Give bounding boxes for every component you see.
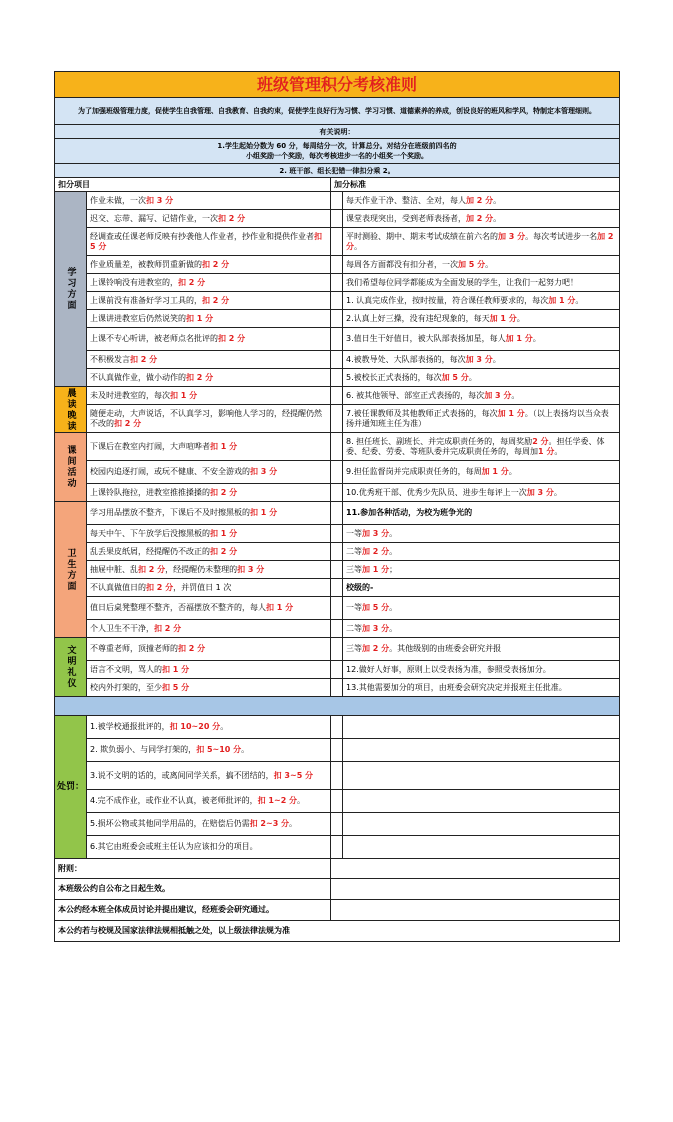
deduct-points: 扣 5 分 <box>90 231 322 251</box>
add-text: 11.参加各种活动，为校为班争光的 <box>346 508 473 517</box>
footer-1: 本班级公约自公布之日起生效。 <box>55 879 331 900</box>
column-spacer <box>331 328 343 351</box>
column-spacer <box>331 433 343 461</box>
rule-row <box>55 597 620 620</box>
column-spacer <box>331 579 343 597</box>
add-points: 加 1 分 <box>362 564 390 574</box>
deduct-item <box>87 461 331 484</box>
add-text: 二等 <box>346 623 362 633</box>
add-item <box>343 328 620 351</box>
deduct-points: 扣 1 分 <box>250 508 278 517</box>
deduct-item <box>87 369 331 387</box>
column-spacer <box>331 387 343 405</box>
deduct-points: 扣 2 分 <box>138 564 166 574</box>
add-text: 8. 担任班长、副班长、并完成职责任务的，每周奖励 <box>346 436 533 446</box>
add-text-end: 。 <box>389 603 398 612</box>
penalty-points: 扣 3~5 分 <box>273 770 314 780</box>
deduct-text: 未及时进教室的，每次 <box>90 390 170 400</box>
add-text: 2.认真上好三操，没有违纪现象的，每天 <box>346 313 490 323</box>
deduct-item <box>87 638 331 661</box>
add-text-end: 。 <box>493 213 502 223</box>
add-points: 加 3 分 <box>465 354 493 364</box>
penalty-points: 扣 5~10 分 <box>196 745 242 754</box>
deduct-item <box>87 292 331 310</box>
add-text: 3.值日生干好值日，被大队部表扬加星，每人 <box>346 334 506 343</box>
deduct-item <box>87 310 331 328</box>
column-spacer <box>331 192 343 210</box>
empty-cell <box>343 762 620 790</box>
deduct-item <box>87 387 331 405</box>
rule-row <box>55 638 620 661</box>
add-text: 二等 <box>346 546 362 556</box>
deduct-points: 扣 1 分 <box>170 390 198 400</box>
footer-row-3 <box>55 921 620 942</box>
deduct-points: 扣 2 分 <box>210 546 238 556</box>
column-spacer <box>331 502 343 525</box>
deduct-points: 扣 1 分 <box>210 528 238 538</box>
deduct-text: 上课铃队拖拉，进教室推推搡搡的 <box>90 487 210 497</box>
column-spacer <box>331 292 343 310</box>
add-points: 加 3 分 <box>484 390 512 400</box>
add-points: 加 1 分 <box>548 295 576 305</box>
add-item <box>343 543 620 561</box>
deduct-item <box>87 620 331 638</box>
deduct-text-2: ，并罚值日 1 次 <box>173 582 232 592</box>
deduct-item <box>87 433 331 461</box>
column-spacer <box>331 228 343 256</box>
add-text-end: ； <box>389 564 398 574</box>
blue-divider-row <box>55 697 620 716</box>
note-1-line-b: 小组奖励一个奖励，每次考核进步一名的小组奖一个奖励。 <box>246 152 428 160</box>
column-spacer <box>331 525 343 543</box>
add-text: 校级的- <box>346 582 374 592</box>
category-label: 学习方面 <box>65 267 76 311</box>
add-points-2: 加 2 分 <box>346 231 614 251</box>
add-points: 加 3 分 <box>498 231 526 241</box>
add-text: 5.被校长正式表扬的，每次 <box>346 372 442 382</box>
add-text-end: 。 <box>508 467 517 476</box>
add-item <box>343 597 620 620</box>
deduct-item <box>87 525 331 543</box>
rule-body <box>55 192 620 697</box>
penalty-text: 1.被学校通报批评的， <box>90 722 170 731</box>
deduct-points: 扣 2 分 <box>210 487 238 497</box>
add-text-end-2: 。 <box>354 241 362 251</box>
penalty-item <box>87 813 331 836</box>
deduct-points: 扣 2 分 <box>114 418 142 428</box>
column-spacer <box>331 679 343 697</box>
category-label: 处罚： <box>56 782 84 792</box>
add-text-end: 。 <box>532 334 541 343</box>
notes-label: 有关说明： <box>55 125 620 139</box>
column-spacer <box>331 405 343 433</box>
penalty-text: 4.完不成作业，或作业不认真，被老师批评的， <box>90 796 258 805</box>
penalty-points: 扣 10~20 分 <box>169 722 221 731</box>
add-item <box>343 310 620 328</box>
footer-row-2 <box>55 900 620 921</box>
add-item <box>343 484 620 502</box>
column-spacer <box>331 310 343 328</box>
note-1-line-a: 1.学生起始分数为 60 分，每周结分一次，计算总分。对结分在班级前四名的 <box>217 142 457 150</box>
deduct-text: 乱丢果皮纸屑，经提醒仍不改正的 <box>90 546 210 556</box>
rule-row <box>55 561 620 579</box>
deduct-points: 扣 1 分 <box>162 664 190 674</box>
rule-row <box>55 502 620 525</box>
penalty-text: 2. 欺负弱小、与同学打架的， <box>90 745 197 754</box>
rule-row <box>55 461 620 484</box>
add-points: 加 1 分 <box>505 334 533 343</box>
column-spacer <box>331 790 343 813</box>
deduct-text: 不认真做值日的 <box>90 582 146 592</box>
add-item <box>343 638 620 661</box>
penalty-item <box>87 716 331 739</box>
note-2: 2. 班干部、组长犯错一律扣分乘 2。 <box>55 164 620 178</box>
add-points: 加 2 分 <box>362 644 390 653</box>
add-text: 三等 <box>346 644 362 653</box>
deduct-text: 迟交、忘带、漏写、记错作业，一次 <box>90 213 218 223</box>
add-item <box>343 192 620 210</box>
add-item <box>343 210 620 228</box>
penalty-body <box>55 716 620 859</box>
add-text: 1. 认真完成作业，按时按量，符合课任教师要求的，每次 <box>346 295 549 305</box>
add-item <box>343 256 620 274</box>
penalty-item <box>87 836 331 859</box>
add-text-end: 。 <box>575 295 584 305</box>
deduct-points: 扣 2 分 <box>178 644 206 653</box>
rule-row <box>55 433 620 461</box>
penalty-item <box>87 790 331 813</box>
rule-row <box>55 369 620 387</box>
deduct-points: 扣 5 分 <box>162 682 190 692</box>
rule-row <box>55 192 620 210</box>
rule-row <box>55 620 620 638</box>
add-points: 加 3 分 <box>362 623 390 633</box>
add-points: 2 分 <box>532 436 549 446</box>
deduct-item <box>87 679 331 697</box>
add-text-end: 。 <box>553 487 562 497</box>
deduct-text: 校内外打架的，至少 <box>90 682 162 692</box>
add-text-end: 。 <box>389 528 398 538</box>
rule-row <box>55 210 620 228</box>
penalty-row <box>55 716 620 739</box>
category-clean <box>55 502 87 638</box>
deduct-text: 学习用品摆放不整齐，下课后不及时擦黑板的 <box>90 508 250 517</box>
deduct-text: 值日后桌凳整理不整齐，否福摆放不整齐的，每人 <box>90 603 266 612</box>
deduct-item <box>87 661 331 679</box>
add-item <box>343 351 620 369</box>
note-1 <box>55 139 620 164</box>
deduct-points: 扣 1 分 <box>266 603 294 612</box>
appendix-row <box>55 859 620 879</box>
deduct-item <box>87 484 331 502</box>
deduct-points: 扣 1 分 <box>210 441 238 451</box>
deduct-text: 每天中午、下午放学后没擦黑板的 <box>90 528 210 538</box>
rule-row <box>55 351 620 369</box>
add-points: 加 1 分 <box>489 313 517 323</box>
rule-row <box>55 274 620 292</box>
rule-row <box>55 405 620 433</box>
footer-3: 本公约若与校规及国家法律法规相抵触之处，以上级法律法规为准 <box>55 921 620 942</box>
deduct-points: 扣 2 分 <box>154 623 182 633</box>
add-item <box>343 561 620 579</box>
add-text: 一等 <box>346 528 362 538</box>
header-add: 加分标准 <box>331 178 620 192</box>
add-item <box>343 433 620 461</box>
add-text: 4.被教导处、大队部表扬的，每次 <box>346 354 466 364</box>
deduct-item <box>87 210 331 228</box>
add-text: 12.做好人好事，原则上以受表扬为准，参照受表扬加分。 <box>346 664 551 674</box>
add-points: 加 1 分 <box>481 467 509 476</box>
add-points: 加 2 分 <box>466 213 494 223</box>
penalty-points: 扣 2~3 分 <box>249 819 290 828</box>
add-item <box>343 228 620 256</box>
deduct-text: 校园内追逐打闹，或玩不健康、不安全游戏的 <box>90 467 250 476</box>
rule-row <box>55 228 620 256</box>
add-text: 6. 被其他领导、部室正式表扬的，每次 <box>346 390 485 400</box>
add-text-end: 。 <box>389 546 398 556</box>
category-label: 晨读晚读 <box>65 387 76 432</box>
column-spacer <box>331 543 343 561</box>
add-text-end-2: 。 <box>554 446 563 456</box>
rule-row <box>55 310 620 328</box>
category-label: 文明礼仪 <box>65 645 76 689</box>
add-item <box>343 274 620 292</box>
deduct-points: 扣 2 分 <box>218 213 246 223</box>
rule-row <box>55 525 620 543</box>
penalty-text: 5.损坏公物或其他同学用品的，在赔偿后仍需 <box>90 819 250 828</box>
intro-text: 为了加强班级管理力度，促使学生自我管理、自我教育、自我约束，促使学生良好行为习惯、学习习惯、道德素养的养成，创设良好的班风和学风，特制定本管理细则。 <box>55 98 620 125</box>
add-points: 加 1 分 <box>497 408 525 418</box>
deduct-points: 扣 1 分 <box>186 313 214 323</box>
column-spacer <box>331 661 343 679</box>
add-text-end: 。 <box>485 259 494 269</box>
rule-row <box>55 292 620 310</box>
empty-cell <box>343 836 620 859</box>
rule-row <box>55 661 620 679</box>
deduct-text: 语言不文明，骂人的 <box>90 664 162 674</box>
add-item <box>343 369 620 387</box>
empty-cell <box>343 790 620 813</box>
deduct-text: 上课不专心听讲，被老师点名批评的 <box>90 334 218 343</box>
column-spacer <box>331 638 343 661</box>
deduct-text: 不认真做作业，做小动作的 <box>90 372 186 382</box>
rule-row <box>55 579 620 597</box>
column-spacer <box>331 369 343 387</box>
column-spacer <box>331 274 343 292</box>
sheet-title: 班级管理积分考核准则 <box>55 72 620 98</box>
category-break <box>55 433 87 502</box>
deduct-points: 扣 3 分 <box>146 195 174 205</box>
add-text-end: 。每次考试进步一名 <box>525 231 598 241</box>
add-points: 加 5 分 <box>441 372 469 382</box>
add-text-end: 。 <box>516 313 525 323</box>
deduct-item <box>87 192 331 210</box>
add-points: 加 5 分 <box>362 603 390 612</box>
deduct-text: 抽屉中脏、乱 <box>90 564 138 574</box>
column-spacer <box>331 597 343 620</box>
penalty-row <box>55 739 620 762</box>
rule-row <box>55 679 620 697</box>
category-label: 卫生方面 <box>65 547 76 592</box>
add-text: 每天作业干净、整洁、全对，每人 <box>346 195 466 205</box>
column-spacer <box>331 620 343 638</box>
deduct-text: 作业未做，一次 <box>90 195 146 205</box>
add-text: 一等 <box>346 603 362 612</box>
deduct-item <box>87 543 331 561</box>
deduct-text: 上课讲进教室后仍然说笑的 <box>90 313 186 323</box>
rule-row <box>55 484 620 502</box>
add-item <box>343 502 620 525</box>
deduct-item <box>87 561 331 579</box>
add-points-2: 1 分 <box>538 446 555 456</box>
penalty-row <box>55 790 620 813</box>
empty-cell <box>343 739 620 762</box>
column-spacer <box>331 836 343 859</box>
add-item <box>343 661 620 679</box>
add-item <box>343 292 620 310</box>
add-item <box>343 620 620 638</box>
rule-row <box>55 328 620 351</box>
appendix-label: 附则： <box>55 859 331 879</box>
deduct-text-2: ，经提醒仍未整理的 <box>165 564 238 574</box>
deduct-text: 个人卫生不干净， <box>90 623 154 633</box>
penalty-text-end: 。 <box>241 745 250 754</box>
deduct-text: 上课前没有准备好学习工具的， <box>90 295 202 305</box>
deduct-points: 扣 2 分 <box>178 277 206 287</box>
penalty-text-end: 。 <box>297 796 306 805</box>
add-text: 9.担任监督岗并完成职责任务的，每周 <box>346 467 482 476</box>
penalty-row <box>55 836 620 859</box>
deduct-item <box>87 256 331 274</box>
deduct-text: 作业质量差，被教师罚重新做的 <box>90 259 202 269</box>
add-text-end: 。其他级别的由班委会研究并报 <box>389 644 502 653</box>
category-manners <box>55 638 87 697</box>
add-item <box>343 387 620 405</box>
column-spacer <box>331 256 343 274</box>
add-text: 三等 <box>346 564 362 574</box>
deduct-text: 经调查或任课老师反映有抄袭他人作业者，抄作业和提供作业者 <box>90 231 314 241</box>
column-spacer <box>331 351 343 369</box>
add-text: 课堂表现突出，受到老师表扬者， <box>346 213 466 223</box>
footer-row-1 <box>55 879 620 900</box>
deduct-item <box>87 274 331 292</box>
column-spacer <box>331 813 343 836</box>
deduct-item <box>87 502 331 525</box>
column-spacer <box>331 210 343 228</box>
add-text-end: 。担任学委、体委、纪委、劳委、等班队委并完成职责任务的，每周加 <box>346 436 605 456</box>
penalty-text-end: 。 <box>289 819 298 828</box>
deduct-points-2: 扣 3 分 <box>237 564 265 574</box>
add-text: 13.其他需要加分的项目，由班委会研究决定并报班主任批准。 <box>346 682 567 692</box>
penalty-item <box>87 739 331 762</box>
add-text: 7.被任课教师及其他教师正式表扬的，每次 <box>346 408 498 418</box>
add-text: 我们希望每位同学都能成为全面发展的学生，让我们一起努力吧！ <box>346 277 578 287</box>
category-morning <box>55 387 87 433</box>
add-item <box>343 405 620 433</box>
deduct-text: 不积极发言 <box>90 354 130 364</box>
rule-row <box>55 256 620 274</box>
deduct-item <box>87 597 331 620</box>
rule-row <box>55 543 620 561</box>
deduct-points: 扣 2 分 <box>202 295 230 305</box>
deduct-item <box>87 579 331 597</box>
deduct-points: 扣 2 分 <box>186 372 214 382</box>
column-spacer <box>331 716 343 739</box>
penalty-row <box>55 813 620 836</box>
add-text-end: 。 <box>493 195 502 205</box>
category-label: 课间活动 <box>65 445 76 489</box>
penalty-text: 3.说不文明的话的，或离间同学关系，搞不团结的， <box>90 770 274 780</box>
add-item <box>343 525 620 543</box>
footer-2: 本公约经本班全体成员讨论并提出建议，经班委会研究通过。 <box>55 900 331 921</box>
add-text-end: 。（以上表扬均以当众表扬并通知班主任为准） <box>346 408 609 428</box>
rules-sheet <box>54 71 620 942</box>
add-item <box>343 461 620 484</box>
column-spacer <box>331 461 343 484</box>
deduct-text: 不尊重老师，顶撞老师的 <box>90 644 178 653</box>
column-spacer <box>331 484 343 502</box>
empty-cell <box>343 813 620 836</box>
deduct-item <box>87 351 331 369</box>
add-text-end: 。 <box>511 390 520 400</box>
column-spacer <box>331 762 343 790</box>
penalty-points: 扣 1~2 分 <box>257 796 298 805</box>
header-deduct: 扣分项目 <box>55 178 331 192</box>
add-text-end: 。 <box>389 623 398 633</box>
deduct-points: 扣 2 分 <box>218 334 246 343</box>
add-text-end: 。 <box>468 372 477 382</box>
penalty-text: 6.其它由班委会或班主任认为应该扣分的项目。 <box>90 842 258 851</box>
deduct-points: 扣 3 分 <box>250 467 278 476</box>
add-points: 加 2 分 <box>466 195 494 205</box>
category-study <box>55 192 87 387</box>
penalty-row <box>55 762 620 790</box>
add-points: 加 3 分 <box>526 487 554 497</box>
column-spacer <box>331 561 343 579</box>
add-text: 平时测验、期中、期末考试成绩在前六名的 <box>346 231 498 241</box>
penalty-item <box>87 762 331 790</box>
deduct-item <box>87 405 331 433</box>
deduct-points: 扣 2 分 <box>202 259 230 269</box>
column-spacer <box>331 739 343 762</box>
add-points: 加 2 分 <box>362 546 390 556</box>
add-item <box>343 579 620 597</box>
add-points: 加 3 分 <box>362 528 390 538</box>
penalty-text-end: 。 <box>220 722 229 731</box>
add-item <box>343 679 620 697</box>
add-text: 每周各方面都没有扣分者，一次 <box>346 259 458 269</box>
category-penalty <box>55 716 87 859</box>
deduct-item <box>87 328 331 351</box>
add-points: 加 5 分 <box>458 259 486 269</box>
deduct-text: 下课后在教室内打闹，大声喧哗者 <box>90 441 210 451</box>
deduct-text: 上课铃响没有进教室的， <box>90 277 178 287</box>
add-text: 10.优秀班干部、优秀少先队员、进步生每评上一次 <box>346 487 527 497</box>
deduct-points: 扣 2 分 <box>146 582 174 592</box>
deduct-text: 随便走动，大声说话，不认真学习，影响他人学习的，经提醒仍然不改的 <box>90 408 322 428</box>
deduct-item <box>87 228 331 256</box>
rule-row <box>55 387 620 405</box>
deduct-points: 扣 2 分 <box>130 354 158 364</box>
empty-cell <box>343 716 620 739</box>
add-text-end: 。 <box>492 354 501 364</box>
